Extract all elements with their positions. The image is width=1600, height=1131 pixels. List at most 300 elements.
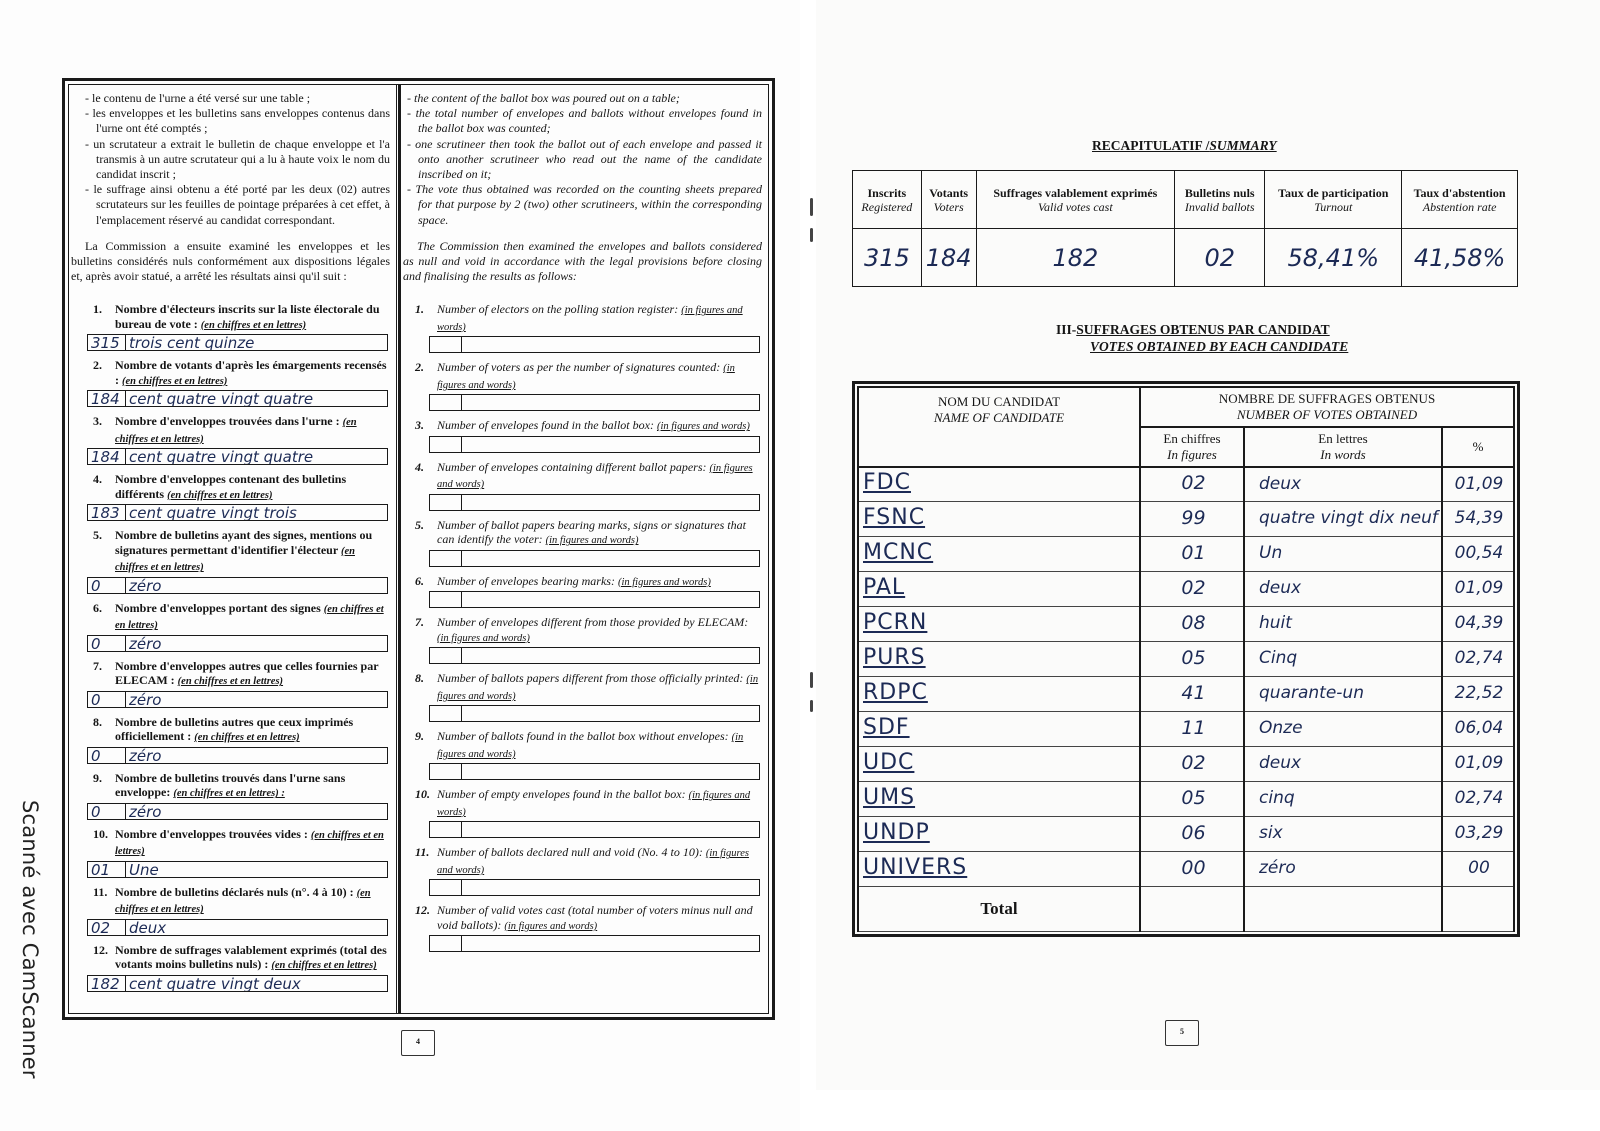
question-hint: (in figures and words) (545, 535, 639, 547)
answer-figures[interactable] (430, 764, 462, 779)
summary-header (976, 171, 1174, 229)
item-number: 8. (415, 671, 424, 686)
votes-words-cell (1244, 852, 1442, 887)
question-hint: (en chiffres et en lettres) (200, 319, 307, 331)
votes-words-cell (1244, 537, 1442, 572)
votes-figures-cell (1140, 712, 1244, 747)
votes-percent: 54,39 (1454, 508, 1504, 529)
summary-header-fr: Taux de participation (1278, 185, 1389, 200)
result-question (85, 472, 390, 503)
candidate-name-cell (858, 747, 1140, 782)
answer-words[interactable] (462, 936, 759, 951)
question-hint: (in figures and words) (437, 462, 753, 491)
item-number: 12. (93, 942, 108, 957)
answer-field[interactable] (87, 861, 388, 878)
total-row (858, 887, 1514, 932)
answer-words[interactable]: cent quatre vingt quatre (129, 449, 314, 465)
result-item (407, 360, 762, 411)
summary-header-en: Abstention rate (1422, 199, 1497, 214)
total-label: Total (858, 887, 1140, 932)
result-question (407, 518, 762, 549)
answer-figures[interactable] (430, 495, 462, 510)
candidate-name: UMS (863, 784, 916, 810)
result-item (407, 518, 762, 567)
answer-words[interactable]: deux (129, 919, 167, 935)
answer-field[interactable] (87, 975, 388, 992)
answer-words[interactable]: zéro (129, 747, 162, 763)
total-value-cell (1442, 887, 1514, 932)
result-question (407, 460, 762, 493)
question-hint: (en chiffres et en lettres) (115, 603, 384, 632)
votes-words-cell (1244, 782, 1442, 817)
votes-words-cell (1244, 467, 1442, 502)
votes-percent: 02,74 (1454, 788, 1504, 809)
votes-figures-cell (1140, 677, 1244, 712)
votes-percent-cell (1442, 712, 1514, 747)
candidate-name: PURS (863, 644, 926, 670)
question-hint: (en chiffres et en lettres) (177, 676, 284, 688)
candidate-row (858, 712, 1514, 747)
votes-words: Cinq (1259, 648, 1298, 669)
result-item (85, 715, 390, 764)
answer-figures[interactable]: 184 (88, 391, 126, 406)
answer-figures[interactable]: 0 (88, 636, 126, 651)
header-figures: En chiffres In figures (1140, 427, 1244, 467)
votes-figures: 11 (1181, 716, 1206, 739)
summary-header-en: Voters (933, 199, 964, 214)
candidate-name: FSNC (863, 504, 926, 530)
item-number: 3. (93, 414, 102, 429)
answer-figures[interactable] (430, 936, 462, 951)
question-hint: (in figures and words) (437, 674, 759, 702)
votes-figures: 05 (1181, 646, 1206, 669)
answer-field[interactable] (429, 935, 760, 952)
answer-figures[interactable] (430, 822, 462, 837)
result-question (407, 787, 762, 820)
candidate-name: SDF (863, 714, 910, 740)
answer-figures[interactable]: 0 (88, 578, 126, 593)
answer-words[interactable] (462, 495, 759, 510)
question-hint: (en chiffres et en lettres) (122, 375, 228, 387)
question-text: Number of valid votes cast (total number of voters minus null and void ballots): (437, 903, 753, 932)
result-item (407, 615, 762, 664)
answer-field[interactable] (87, 919, 388, 936)
answer-figures[interactable] (430, 880, 462, 895)
answer-words[interactable] (462, 337, 759, 352)
answer-field[interactable] (429, 879, 760, 896)
answer-words[interactable] (462, 592, 759, 607)
answer-words[interactable]: trois cent quinze (129, 335, 255, 351)
result-question (407, 360, 762, 393)
question-text: Number of ballots declared null and void (No. 4 to 10): (437, 845, 703, 860)
votes-percent: 01,09 (1454, 753, 1504, 774)
right-page (816, 0, 1600, 1090)
answer-words[interactable] (462, 764, 759, 779)
result-question (85, 601, 390, 634)
answer-field[interactable] (87, 691, 388, 708)
summary-header (1402, 171, 1518, 229)
answer-field[interactable] (87, 577, 388, 594)
answer-words[interactable]: Une (129, 861, 159, 877)
candidate-name: FDC (863, 470, 911, 496)
votes-words: huit (1259, 613, 1292, 634)
item-number: 10. (93, 826, 108, 841)
question-text: Number of envelopes containing different ballot papers: (437, 459, 707, 474)
answer-figures[interactable]: 01 (88, 862, 126, 877)
summary-value: 315 (863, 243, 910, 272)
candidates-section-title: III-SUFFRAGES OBTENUS PAR CANDIDAT VOTES OBTAINED BY EACH CANDIDATE (1056, 322, 1349, 354)
result-item (85, 302, 390, 351)
item-number: 6. (93, 600, 102, 615)
candidate-name: PAL (863, 574, 906, 600)
votes-figures-cell (1140, 467, 1244, 502)
summary-value: 184 (925, 243, 972, 272)
header-percent: % (1442, 427, 1514, 467)
results-list-fr (85, 302, 390, 992)
answer-field[interactable] (429, 494, 760, 511)
question-text: Number of empty envelopes found in the ballot box: (437, 787, 686, 802)
header-words: En lettres In words (1244, 427, 1442, 467)
answer-field[interactable] (429, 591, 760, 608)
answer-words[interactable]: zéro (129, 803, 162, 819)
item-number: 5. (93, 528, 102, 543)
votes-percent-cell (1442, 607, 1514, 642)
candidate-name-cell (858, 677, 1140, 712)
question-hint: (in figures and words) (617, 576, 711, 588)
answer-figures[interactable] (430, 648, 462, 663)
question-hint: (in figures and words) (656, 421, 750, 433)
question-text: Number of envelopes different from those provided by ELECAM: (437, 615, 749, 630)
answer-field[interactable] (429, 336, 760, 353)
answer-field[interactable] (429, 394, 760, 411)
votes-words-cell (1244, 572, 1442, 607)
answer-words[interactable] (462, 822, 759, 837)
votes-percent: 01,09 (1454, 473, 1504, 494)
result-item (85, 771, 390, 820)
votes-words-cell (1244, 712, 1442, 747)
result-item (407, 302, 762, 353)
result-item (407, 903, 762, 952)
question-text: Number of ballots found in the ballot box without envelopes: (437, 729, 729, 744)
votes-figures-cell (1140, 607, 1244, 642)
votes-words: zéro (1259, 858, 1296, 879)
question-hint: (en chiffres et en lettres) (194, 732, 300, 744)
answer-words[interactable]: cent quatre vingt trois (129, 505, 297, 521)
item-number: 10. (415, 787, 430, 802)
question-text: Nombre d'enveloppes contenant des bulletins différents (115, 472, 347, 501)
item-number: 4. (415, 459, 424, 474)
question-hint: (en chiffres et en lettres) (115, 887, 371, 916)
answer-words[interactable]: cent quatre vingt quatre (129, 391, 314, 407)
item-number: 5. (415, 517, 424, 532)
question-hint: (en chiffres et en lettres) : (173, 788, 285, 800)
question-text: Nombre de bulletins trouvés dans l'urne sans enveloppe: (115, 770, 346, 800)
item-number: 2. (415, 360, 424, 375)
votes-figures: 08 (1181, 611, 1206, 634)
summary-value-cell (853, 229, 922, 287)
votes-percent: 03,29 (1454, 823, 1504, 844)
answer-figures[interactable] (430, 337, 462, 352)
report-frame (62, 78, 775, 1020)
result-question (85, 771, 390, 802)
item-number: 8. (93, 714, 102, 729)
question-text: Nombre d'enveloppes trouvées vides : (115, 826, 308, 841)
result-item (407, 574, 762, 609)
summary-value-cell (1175, 229, 1265, 287)
intro-bullet: - one scrutineer then took the ballot out of each envelope and passed it onto another scrutineer who read out the name of the candidate inscribed on it; (407, 136, 762, 182)
answer-field[interactable] (87, 504, 388, 521)
item-number: 3. (415, 418, 424, 433)
candidate-row (858, 467, 1514, 502)
candidate-name-cell (858, 537, 1140, 572)
intro-bullet: - the content of the ballot box was poured out on a table; (407, 91, 680, 105)
answer-words[interactable]: zéro (129, 635, 162, 651)
item-number: 2. (93, 358, 102, 373)
votes-words: Onze (1259, 718, 1303, 739)
total-value-cell (1140, 887, 1244, 932)
answer-figures[interactable]: 183 (88, 505, 126, 520)
summary-header-fr: Votants (929, 185, 969, 200)
votes-percent-cell (1442, 467, 1514, 502)
votes-figures: 05 (1181, 786, 1206, 809)
votes-percent: 22,52 (1454, 683, 1504, 704)
answer-words[interactable] (462, 706, 759, 721)
item-number: 11. (415, 845, 430, 860)
votes-figures: 02 (1181, 751, 1206, 774)
result-item (85, 472, 390, 521)
binding-mark (810, 198, 813, 216)
candidate-name-cell (858, 572, 1140, 607)
answer-words[interactable] (462, 437, 759, 452)
candidate-name: PCRN (863, 609, 928, 635)
result-question (407, 418, 762, 435)
votes-words: deux (1259, 473, 1302, 494)
answer-figures[interactable]: 02 (88, 920, 126, 935)
intro-bullets-fr (85, 91, 390, 228)
answer-field[interactable] (87, 448, 388, 465)
result-question (407, 903, 762, 934)
binding-mark (810, 672, 813, 688)
votes-words: quatre vingt dix neuf (1259, 508, 1438, 529)
result-question (407, 845, 762, 878)
result-question (85, 827, 390, 860)
votes-figures: 01 (1181, 541, 1206, 564)
item-number: 7. (93, 658, 102, 673)
answer-field[interactable] (87, 635, 388, 652)
votes-figures-cell (1140, 502, 1244, 537)
item-number: 6. (415, 573, 424, 588)
candidates-table (857, 386, 1515, 932)
answer-field[interactable] (429, 647, 760, 664)
result-question (85, 885, 390, 918)
question-text: Nombre de bulletins déclarés nuls (n°. 4 à 10) : (115, 884, 354, 899)
votes-words: six (1259, 823, 1283, 844)
answer-words[interactable]: cent quatre vingt deux (129, 975, 301, 991)
answer-figures[interactable]: 182 (88, 976, 126, 991)
result-question (85, 358, 390, 389)
result-question (85, 659, 390, 690)
summary-header-fr: Bulletins nuls (1184, 185, 1255, 200)
question-hint: (in figures and words) (504, 920, 598, 932)
question-text: Number of ballot papers bearing marks, signs or signatures that can identify the voter: (437, 517, 746, 547)
candidate-row (858, 502, 1514, 537)
candidate-name: UDC (863, 749, 915, 775)
votes-percent: 04,39 (1454, 613, 1504, 634)
intro-paragraph-en: The Commission then examined the envelopes and ballots considered as null and void in accordance with the legal provisions before closing and finalising the results as follows: (403, 238, 762, 284)
votes-words: quarante-un (1259, 683, 1364, 704)
votes-percent-cell (1442, 817, 1514, 852)
candidates-table-frame (852, 381, 1520, 937)
question-text: Number of electors on the polling station register: (437, 302, 679, 317)
result-item (85, 358, 390, 407)
answer-figures[interactable] (430, 437, 462, 452)
summary-title: RECAPITULATIF /SUMMARY (1092, 138, 1277, 153)
result-item (85, 414, 390, 465)
answer-words[interactable] (462, 880, 759, 895)
votes-percent-cell (1442, 502, 1514, 537)
answer-words[interactable] (462, 551, 759, 566)
result-item (85, 885, 390, 936)
question-hint: (en chiffres et en lettres) (167, 489, 273, 501)
answer-figures[interactable] (430, 592, 462, 607)
result-item (407, 671, 762, 722)
answer-field[interactable] (429, 821, 760, 838)
votes-percent: 00,54 (1454, 543, 1504, 564)
candidate-row (858, 782, 1514, 817)
candidate-name-cell (858, 467, 1140, 502)
answer-figures[interactable]: 0 (88, 804, 126, 819)
candidate-row (858, 677, 1514, 712)
item-number: 11. (93, 884, 108, 899)
binding-mark (810, 228, 813, 242)
result-question (407, 671, 762, 704)
result-question (85, 528, 390, 576)
question-hint: (en chiffres et en lettres) (115, 829, 384, 858)
votes-words-cell (1244, 677, 1442, 712)
summary-header-fr: Suffrages valablement exprimés (993, 185, 1158, 200)
summary-header-fr: Inscrits (867, 185, 907, 200)
answer-words[interactable] (462, 395, 759, 410)
page-number-left: 4 (401, 1030, 435, 1056)
intro-bullet: - les enveloppes et les bulletins sans enveloppes contenus dans l'urne ont été comptés ; (85, 106, 390, 136)
binding-mark (810, 700, 813, 712)
question-hint: (en chiffres et en lettres) (115, 417, 357, 445)
question-text: Nombre de suffrages valablement exprimés (total des votants moins bulletins nuls) : (115, 942, 387, 972)
result-item (85, 601, 390, 652)
summary-value: 182 (1052, 243, 1099, 272)
summary-header-fr: Taux d'abstention (1413, 185, 1506, 200)
summary-value-cell (976, 229, 1174, 287)
intro-bullets-en (407, 91, 762, 228)
result-item (85, 528, 390, 594)
summary-table (852, 170, 1518, 287)
question-hint: (in figures and words) (437, 632, 530, 644)
answer-figures[interactable]: 315 (88, 335, 126, 350)
answer-field[interactable] (429, 705, 760, 722)
candidate-name-cell (858, 712, 1140, 747)
answer-words[interactable]: zéro (129, 577, 162, 593)
answer-words[interactable] (462, 648, 759, 663)
votes-figures-cell (1140, 782, 1244, 817)
candidate-row (858, 852, 1514, 887)
item-number: 7. (415, 615, 424, 630)
votes-words-cell (1244, 607, 1442, 642)
answer-field[interactable] (87, 390, 388, 407)
answer-figures[interactable]: 184 (88, 449, 126, 464)
summary-header-en: Turnout (1314, 199, 1353, 214)
candidate-name-cell (858, 852, 1140, 887)
item-number: 1. (415, 302, 424, 317)
answer-figures[interactable] (430, 395, 462, 410)
item-number: 12. (415, 903, 430, 918)
answer-field[interactable] (429, 550, 760, 567)
votes-figures: 02 (1181, 576, 1206, 599)
answer-figures[interactable] (430, 551, 462, 566)
answer-field[interactable] (429, 763, 760, 780)
votes-figures-cell (1140, 572, 1244, 607)
candidate-name: RDPC (863, 679, 928, 705)
item-number: 4. (93, 472, 102, 487)
question-text: Number of ballots papers different from those officially printed: (437, 671, 744, 686)
answer-words[interactable]: zéro (129, 691, 162, 707)
votes-words-cell (1244, 502, 1442, 537)
result-item (85, 827, 390, 878)
question-text: Nombre d'électeurs inscrits sur la liste électorale du bureau de vote : (115, 302, 380, 331)
votes-percent-cell (1442, 747, 1514, 782)
result-item (407, 460, 762, 511)
summary-header (853, 171, 922, 229)
question-hint: (en chiffres et en lettres) (115, 545, 355, 574)
results-list-en (407, 302, 762, 952)
question-text: Number of envelopes found in the ballot box: (437, 418, 654, 433)
question-text: Number of voters as per the number of signatures counted: (437, 360, 721, 375)
candidate-row (858, 572, 1514, 607)
question-text: Nombre d'enveloppes autres que celles fournies par ELECAM : (115, 658, 379, 688)
answer-field[interactable] (429, 436, 760, 453)
candidate-name: UNIVERS (863, 854, 968, 880)
candidate-row (858, 747, 1514, 782)
summary-header-en: Registered (861, 199, 913, 214)
french-column (69, 85, 399, 1013)
question-text: Nombre de bulletins autres que ceux imprimés officiellement : (115, 714, 354, 744)
votes-figures-cell (1140, 852, 1244, 887)
answer-field[interactable] (87, 803, 388, 820)
candidate-name-cell (858, 642, 1140, 677)
answer-field[interactable] (87, 334, 388, 351)
summary-header (1175, 171, 1265, 229)
result-item (85, 659, 390, 708)
item-number: 1. (93, 302, 102, 317)
result-item (407, 729, 762, 780)
answer-field[interactable] (87, 747, 388, 764)
result-question (85, 414, 390, 447)
candidate-row (858, 817, 1514, 852)
answer-figures[interactable] (430, 706, 462, 721)
result-question (85, 302, 390, 333)
question-text: Number of envelopes bearing marks: (437, 573, 615, 588)
item-number: 9. (93, 770, 102, 785)
votes-percent-cell (1442, 537, 1514, 572)
result-item (407, 418, 762, 453)
english-column (399, 85, 768, 1013)
result-question (407, 729, 762, 762)
votes-percent: 01,09 (1454, 578, 1504, 599)
answer-figures[interactable]: 0 (88, 692, 126, 707)
votes-percent: 06,04 (1454, 718, 1504, 739)
answer-figures[interactable]: 0 (88, 748, 126, 763)
result-item (407, 787, 762, 838)
votes-figures-cell (1140, 642, 1244, 677)
